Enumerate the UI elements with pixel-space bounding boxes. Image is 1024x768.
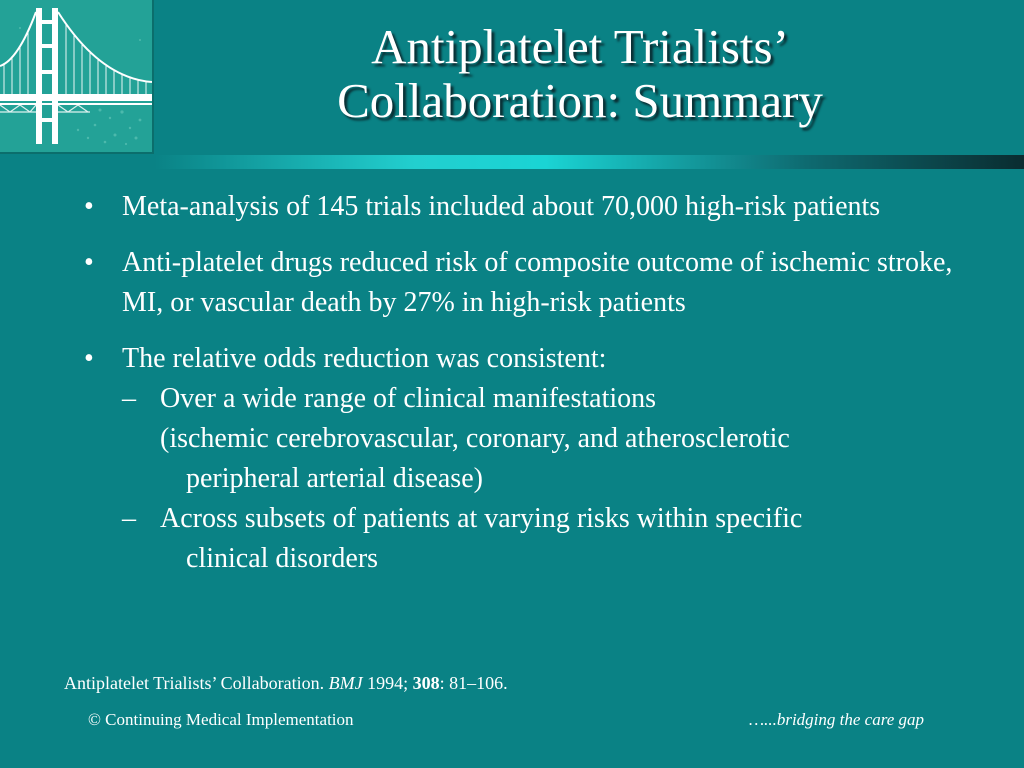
bullet-item bbox=[80, 243, 960, 323]
bullet-text: The relative odds reduction was consistent: bbox=[122, 343, 607, 374]
sub-bullet-marker: – bbox=[122, 383, 136, 414]
citation-pages: : 81–106. bbox=[439, 673, 508, 693]
bullet-marker: • bbox=[84, 247, 94, 278]
citation-year: 1994; bbox=[367, 673, 409, 693]
bullet-marker: • bbox=[84, 191, 94, 222]
citation-volume: 308 bbox=[412, 673, 440, 693]
sub-bullet-text: Over a wide range of clinical manifestations bbox=[160, 383, 657, 414]
citation-journal: BMJ bbox=[328, 673, 363, 693]
bullet-item bbox=[80, 187, 960, 227]
sub-bullet-item bbox=[122, 379, 960, 499]
sub-bullet-text: peripheral arterial disease) bbox=[186, 463, 483, 494]
sub-bullet-text: clinical disorders bbox=[186, 543, 379, 574]
footer-copyright: © Continuing Medical Implementation bbox=[88, 710, 354, 729]
sub-bullet-item bbox=[122, 499, 960, 579]
citation bbox=[64, 672, 508, 694]
bullet-list bbox=[80, 187, 960, 595]
title-line-1: Antiplatelet Trialists’ bbox=[371, 19, 789, 74]
title-divider bbox=[154, 155, 1024, 169]
bullet-marker: • bbox=[84, 343, 94, 374]
footer-tagline: …...bridging the care gap bbox=[748, 710, 924, 729]
sub-bullet-text: Across subsets of patients at varying risks within specific bbox=[160, 503, 803, 534]
bullet-text: Meta-analysis of 145 trials included about 70,000 high-risk patients bbox=[122, 191, 881, 222]
citation-authors: Antiplatelet Trialists’ Collaboration. bbox=[64, 673, 325, 693]
sub-bullet-text: (ischemic cerebrovascular, coronary, and atherosclerotic bbox=[160, 423, 790, 454]
sub-bullet-marker: – bbox=[122, 503, 136, 534]
page-title bbox=[190, 20, 970, 128]
title-line-2: Collaboration: Summary bbox=[337, 73, 823, 128]
bullet-text: Anti-platelet drugs reduced risk of composite outcome of ischemic stroke, MI, or vascular death by 27% in high-risk patients bbox=[122, 247, 953, 318]
golden-gate-bridge-icon bbox=[0, 0, 154, 154]
bullet-item bbox=[80, 339, 960, 579]
